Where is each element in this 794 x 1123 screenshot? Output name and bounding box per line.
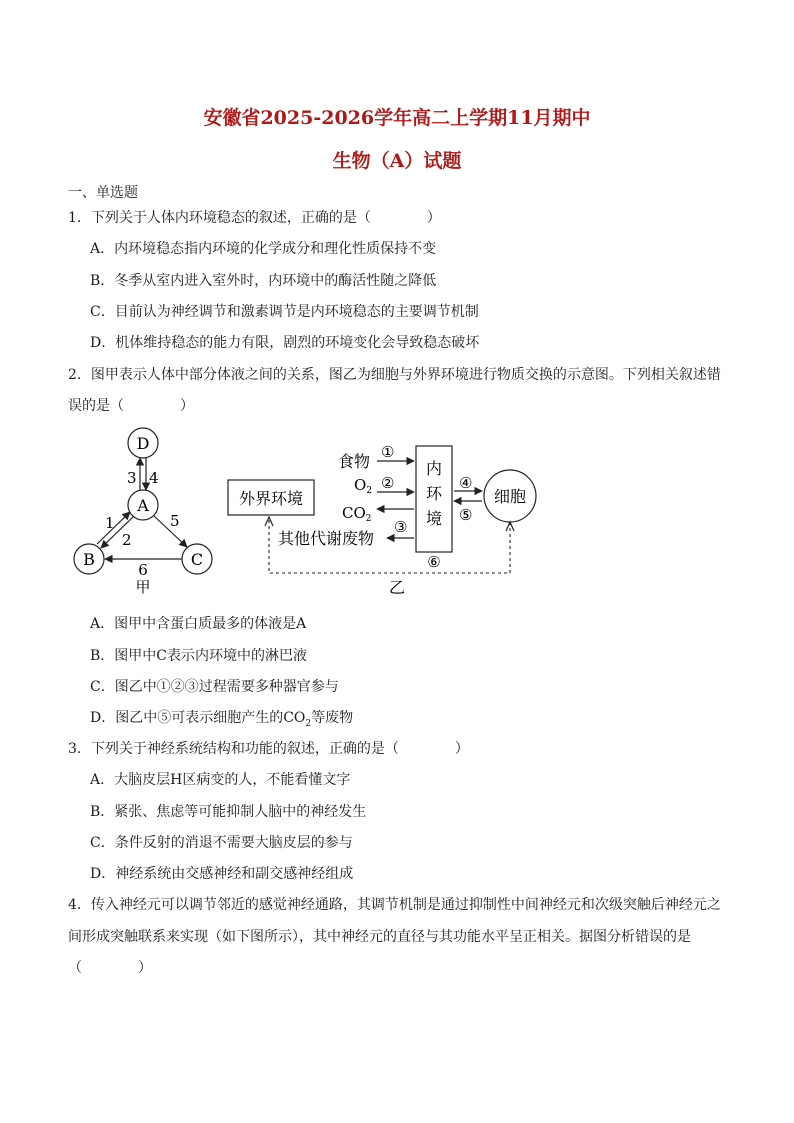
o2-base: O <box>354 476 367 494</box>
question-3-stem: 3．下列关于神经系统结构和功能的叙述，正确的是（ ） <box>68 741 469 757</box>
cell-label: 细胞 <box>493 487 527 506</box>
page-subtitle: 生物（A）试题 <box>332 150 462 172</box>
node-a-label: A <box>137 496 149 515</box>
internal-env-char-1: 内 <box>425 459 443 478</box>
figure-jia-caption: 甲 <box>135 578 151 596</box>
figure-yi-caption: 乙 <box>388 578 406 597</box>
question-4-stem-line3: （ ） <box>68 960 152 976</box>
internal-env-char-2: 环 <box>425 484 443 503</box>
question-2-stem-line1: 2．图甲表示人体中部分体液之间的关系，图乙为细胞与外界环境进行物质交换的示意图。下列相关叙述错 <box>68 367 721 383</box>
food-label: 食物 <box>338 452 371 471</box>
question-2-option-c: C．图乙中①②③过程需要多种器官参与 <box>90 679 339 695</box>
edge-label-5: 5 <box>170 512 180 530</box>
waste-label: 其他代谢废物 <box>278 529 375 548</box>
mark-4: ④ <box>459 474 473 492</box>
option-d-suffix: 等废物 <box>311 710 354 726</box>
question-1-stem: 1．下列关于人体内环境稳态的叙述，正确的是（ ） <box>68 210 441 226</box>
question-4-stem-line2: 间形成突触联系来实现（如下图所示），其中神经元的直径与其功能水平呈正相关。据图分析错误的是 <box>68 929 691 945</box>
co2-label <box>342 504 372 524</box>
mark-5: ⑤ <box>459 506 473 524</box>
mark-2: ② <box>381 474 395 492</box>
question-1-option-d: D．机体维持稳态的能力有限，剧烈的环境变化会导致稳态破坏 <box>90 335 480 351</box>
edge-label-3: 3 <box>127 469 137 487</box>
edge-label-2: 2 <box>122 531 132 549</box>
edge-label-6: 6 <box>138 561 148 579</box>
question-3-option-a: A．大脑皮层H区病变的人，不能看懂文字 <box>90 772 351 788</box>
mark-1: ① <box>381 443 395 461</box>
question-1-option-b: B．冬季从室内进入室外时，内环境中的酶活性随之降低 <box>90 273 437 289</box>
question-1-option-a: A．内环境稳态指内环境的化学成分和理化性质保持不变 <box>90 241 437 257</box>
node-c-label: C <box>190 550 204 569</box>
o2-subscript: 2 <box>366 486 373 496</box>
mark-6: ⑥ <box>427 553 441 571</box>
figure-jia <box>60 420 230 600</box>
node-b-label: B <box>83 550 95 569</box>
question-2-option-d <box>90 707 353 729</box>
node-d-label: D <box>136 434 150 453</box>
option-d-text: D．图乙中⑤可表示细胞产生的CO <box>90 710 306 726</box>
question-3-option-c: C．条件反射的消退不需要大脑皮层的参与 <box>90 835 353 851</box>
question-2-option-b: B．图甲中C表示内环境中的淋巴液 <box>90 648 307 664</box>
edge-label-4: 4 <box>149 469 159 487</box>
page-title: 安徽省2025-2026学年高二上学期11月期中 <box>203 107 591 129</box>
question-1-option-c: C．目前认为神经调节和激素调节是内环境稳态的主要调节机制 <box>90 304 479 320</box>
o2-label <box>354 476 372 496</box>
section-heading: 一、单选题 <box>68 185 138 201</box>
option-d-subscript: 2 <box>305 718 312 729</box>
question-2-option-a: A．图甲中含蛋白质最多的体液是A <box>90 616 307 632</box>
co2-subscript: 2 <box>365 514 372 524</box>
question-3-option-d: D．神经系统由交感神经和副交感神经组成 <box>90 866 354 882</box>
question-4-stem-line1: 4．传入神经元可以调节邻近的感觉神经通路，其调节机制是通过抑制性中间神经元和次级突触后神经元之 <box>68 897 721 913</box>
edge-label-1: 1 <box>105 514 115 532</box>
co2-base: CO <box>342 504 366 522</box>
internal-env-char-3: 境 <box>425 509 443 528</box>
question-2-stem-line2: 误的是（ ） <box>68 398 194 414</box>
outer-environment-label: 外界环境 <box>238 489 304 508</box>
mark-3: ③ <box>394 518 408 536</box>
question-3-option-b: B．紧张、焦虑等可能抑制人脑中的神经发生 <box>90 804 367 820</box>
figure-yi <box>220 436 560 600</box>
